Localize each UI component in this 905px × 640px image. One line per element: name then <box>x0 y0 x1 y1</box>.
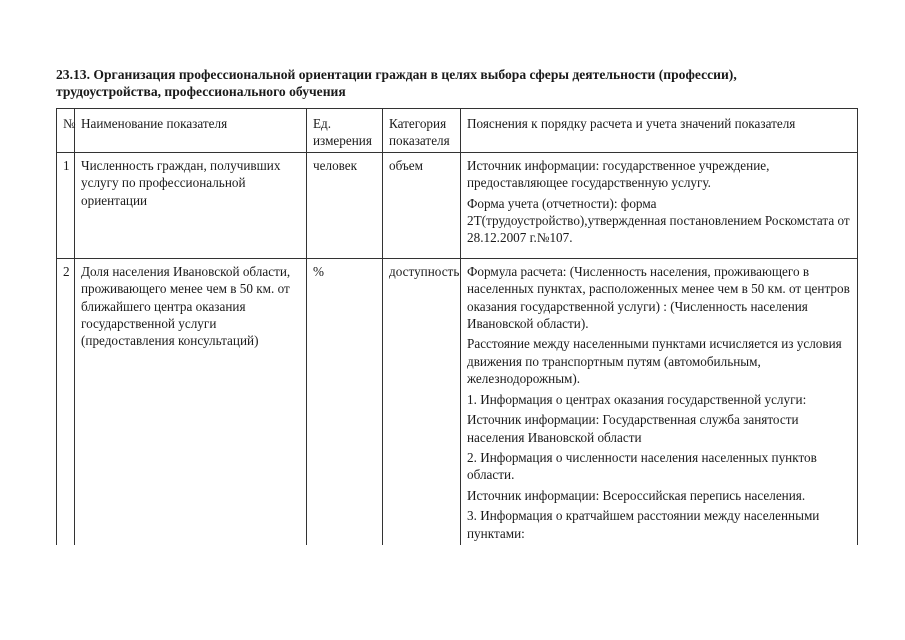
row-notes <box>461 258 858 545</box>
note-paragraph: Форма учета (отчетности): форма 2Т(трудоустройство),утвержденная постановлением Роскомстата от 28.12.2007 г.№107. <box>467 195 850 246</box>
row-number: 1 <box>57 152 75 258</box>
note-paragraph: Источник информации: Всероссийская перепись населения. <box>467 487 806 503</box>
note-paragraph: 2. Информация о численности населения населенных пунктов области. <box>467 449 817 483</box>
row-category: доступность <box>383 258 461 545</box>
table-row <box>57 258 858 545</box>
row-notes <box>461 152 858 258</box>
row-number: 2 <box>57 258 75 545</box>
section-heading-line-1: 23.13. Организация профессиональной ориентации граждан в целях выбора сферы деятельности (профессии), <box>56 67 737 82</box>
row-category: объем <box>383 152 461 258</box>
header-category: Категория показателя <box>383 109 461 153</box>
note-paragraph: Источник информации: Государственная служба занятости населения Ивановской области <box>467 412 799 445</box>
header-unit: Ед. измерения <box>307 109 383 153</box>
row-indicator-name: Численность граждан, получивших услугу по профессиональной ориентации <box>75 152 307 258</box>
note-paragraph: 3. Информация о кратчайшем расстоянии между населенными пунктами: <box>467 508 820 541</box>
section-heading <box>56 66 856 100</box>
table-header-row <box>57 109 858 153</box>
row-unit: % <box>307 258 383 545</box>
note-paragraph: 1. Информация о центрах оказания государственной услуги: <box>467 391 807 407</box>
row-unit: человек <box>307 152 383 258</box>
row-indicator-name: Доля населения Ивановской области, проживающего менее чем в 50 км. от ближайшего центра оказания государственной услуги (предоставления консультаций) <box>75 258 307 545</box>
header-number: № <box>57 109 75 153</box>
note-paragraph: Формула расчета: (Численность населения, проживающего в населенных пунктах, расположенных менее чем в 50 км. от центров оказания государственной услуги) : (Численность населения Ивановской области). <box>467 263 850 332</box>
indicators-table <box>56 108 858 545</box>
note-paragraph: Источник информации: государственное учреждение, предоставляющее государственную услугу. <box>467 157 770 191</box>
note-paragraph: Расстояние между населенными пунктами исчисляется из условия движения по транспортным путям (автомобильным, железнодорожным). <box>467 336 842 387</box>
header-indicator-name: Наименование показателя <box>75 109 307 153</box>
header-notes: Пояснения к порядку расчета и учета значений показателя <box>461 109 858 153</box>
section-heading-line-2: трудоустройства, профессионального обучения <box>56 84 346 99</box>
table-row <box>57 152 858 258</box>
